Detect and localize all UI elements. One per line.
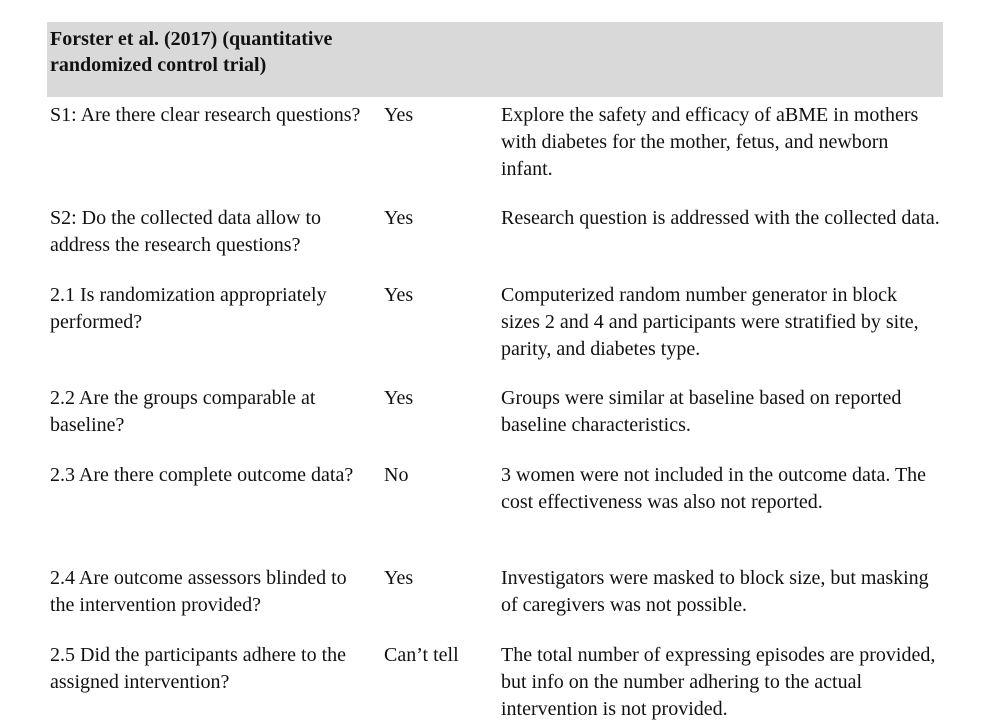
- header-empty-cell: [497, 22, 943, 97]
- table-row: [47, 200, 943, 277]
- answer-cell: Yes: [384, 567, 414, 589]
- comment-cell: Explore the safety and efficacy of aBME in mothers with diabetes for the mother, fetus, and newborn infant.: [501, 104, 919, 180]
- table-row: [47, 277, 943, 380]
- answer-cell: Yes: [384, 207, 414, 229]
- table-row: [47, 637, 943, 723]
- answer-cell: Yes: [384, 387, 414, 409]
- appraisal-table: [47, 22, 943, 723]
- question-cell: 2.4 Are outcome assessors blinded to the intervention provided?: [50, 567, 347, 616]
- answer-cell: No: [384, 464, 409, 486]
- table-row: [47, 380, 943, 457]
- answer-cell: Yes: [384, 104, 414, 126]
- comment-cell: Investigators were masked to block size, but masking of caregivers was not possible.: [501, 567, 929, 616]
- header-empty-cell: [380, 22, 497, 97]
- comment-cell: Research question is addressed with the collected data.: [501, 207, 940, 229]
- answer-cell: Can’t tell: [384, 644, 459, 666]
- table-header-row: [47, 22, 943, 97]
- table-row: [47, 457, 943, 560]
- question-cell: 2.1 Is randomization appropriately performed?: [50, 284, 327, 333]
- comment-cell: Computerized random number generator in block sizes 2 and 4 and participants were stratified by site, parity, and diabetes type.: [501, 284, 919, 360]
- table-row: [47, 97, 943, 200]
- question-cell: S2: Do the collected data allow to address the research questions?: [50, 207, 322, 256]
- table-row: [47, 560, 943, 637]
- study-header: Forster et al. (2017) (quantitative randomized control trial): [47, 22, 380, 97]
- comment-cell: Groups were similar at baseline based on reported baseline characteristics.: [501, 387, 902, 436]
- answer-cell: Yes: [384, 284, 414, 306]
- comment-cell: The total number of expressing episodes are provided, but info on the number adhering to the actual intervention is not provided.: [501, 644, 936, 720]
- question-cell: 2.5 Did the participants adhere to the assigned intervention?: [50, 644, 347, 693]
- question-cell: S1: Are there clear research questions?: [50, 104, 361, 126]
- question-cell: 2.3 Are there complete outcome data?: [50, 464, 354, 486]
- question-cell: 2.2 Are the groups comparable at baseline?: [50, 387, 316, 436]
- comment-cell: 3 women were not included in the outcome data. The cost effectiveness was also not reported.: [501, 464, 927, 513]
